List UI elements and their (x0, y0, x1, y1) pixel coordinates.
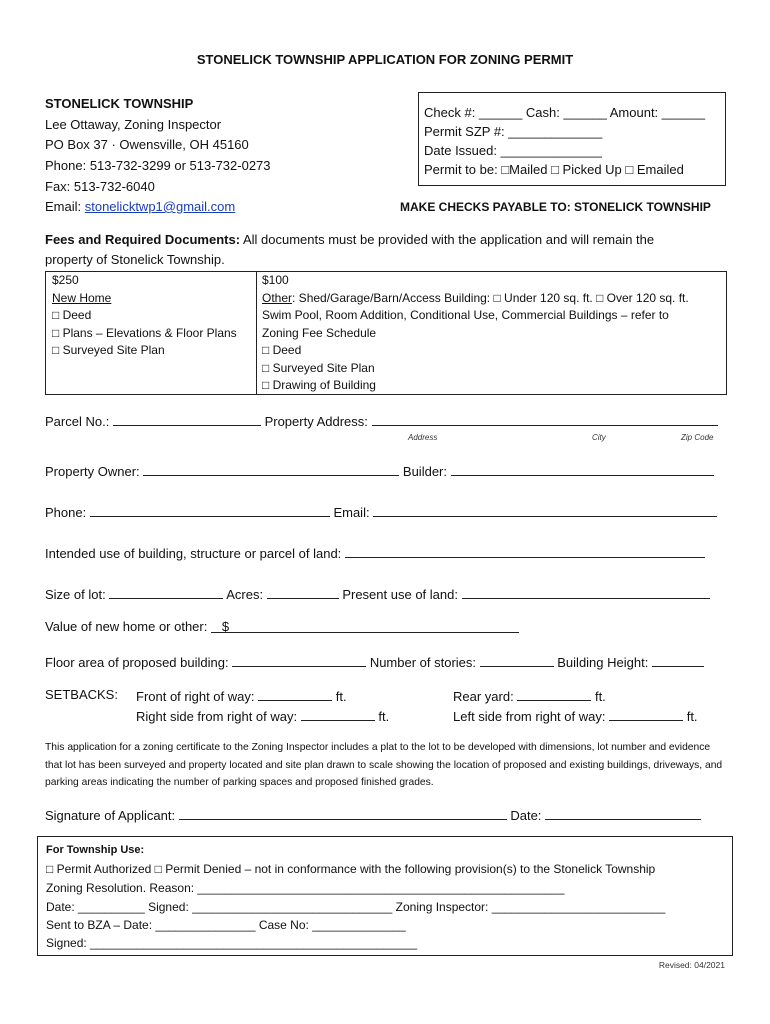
fee-left-item[interactable]: □ Plans – Elevations & Floor Plans (52, 326, 237, 340)
sub-zip: Zip Code (681, 433, 714, 442)
floor-row (45, 653, 704, 670)
phone-input[interactable] (90, 503, 330, 517)
left-row (453, 707, 698, 724)
lot-size-input[interactable] (109, 585, 223, 599)
fees-heading-text: All documents must be provided with the application and will remain the (240, 232, 655, 247)
email-input[interactable] (373, 503, 717, 517)
office-use-box (418, 92, 726, 186)
org-email-link[interactable]: stonelicktwp1@gmail.com (84, 199, 236, 214)
office-check-row: Check #: ______ Cash: ______ Amount: ______ (424, 105, 706, 120)
floor-area-input[interactable] (232, 653, 366, 667)
intended-use-row (45, 544, 705, 561)
fee-right-item[interactable]: □ Deed (262, 343, 302, 357)
township-use-heading: For Township Use: (46, 844, 145, 856)
builder-label: Builder: (402, 464, 447, 479)
fee-right-line2: Swim Pool, Room Addition, Conditional Use, Commercial Buildings – refer to (262, 308, 669, 322)
right-label: Right side from right of way: (136, 709, 298, 724)
value-input[interactable] (211, 619, 519, 633)
page-title: STONELICK TOWNSHIP APPLICATION FOR ZONING PERMIT (196, 52, 574, 67)
org-email-row (45, 197, 235, 217)
email-label: Email: (333, 505, 370, 520)
right-row (136, 707, 389, 724)
intended-use-label: Intended use of building, structure or parcel of land: (45, 546, 342, 561)
value-row (45, 619, 519, 634)
contact-row (45, 503, 717, 520)
township-signed2-row: Signed: _________________________________________________ (46, 936, 418, 950)
sub-city: City (592, 433, 606, 442)
address-label: Property Address: (264, 414, 368, 429)
fee-left-price: $250 (52, 273, 79, 287)
township-bza-row: Sent to BZA – Date: _______________ Case No: ______________ (46, 918, 406, 932)
acres-label: Acres: (226, 587, 264, 602)
fee-left-label: New Home (52, 291, 112, 305)
fee-right-item[interactable]: □ Surveyed Site Plan (262, 361, 375, 375)
setbacks-label: SETBACKS: (45, 687, 118, 702)
sub-address: Address (408, 433, 438, 442)
present-use-input[interactable] (462, 585, 710, 599)
fee-right-line1 (262, 290, 689, 308)
township-signed-row: Date: __________ Signed: ______________________________ Zoning Inspector: __________________________ (46, 900, 666, 914)
application-statement: This application for a zoning certificate to the Zoning Inspector includes a plat to the lot to be developed with dimensions, lot number and evidence that lot has been surveyed and property located and site plan drawn to scale showing the location of proposed and existing buildings, driveways, and parking areas indicating the number of parking spaces and proposed finished grades. (45, 742, 723, 788)
parcel-input[interactable] (113, 412, 261, 426)
fees-heading-text2: property of Stonelick Township. (45, 252, 225, 267)
rear-label: Rear yard: (453, 689, 514, 704)
office-delivery-row: Permit to be: □Mailed □ Picked Up □ Emailed (424, 162, 684, 177)
stories-input[interactable] (480, 653, 554, 667)
value-symbol: $ (221, 619, 230, 634)
org-name: STONELICK TOWNSHIP (45, 96, 194, 111)
fees-heading (45, 232, 654, 247)
revised-date: Revised: 04/2021 (658, 960, 725, 970)
township-permit-row: □ Permit Authorized □ Permit Denied – not in conformance with the following provision(s) to the Stonelick Township (46, 862, 656, 876)
fee-right-price: $100 (262, 273, 289, 287)
township-reason-row: Zoning Resolution. Reason: _______________________________________________________ (46, 881, 565, 895)
parcel-label: Parcel No.: (45, 414, 110, 429)
value-label: Value of new home or other: (45, 619, 208, 634)
org-address: PO Box 37 · Owensville, OH 45160 (45, 137, 249, 152)
left-input[interactable] (609, 707, 683, 721)
right-input[interactable] (301, 707, 375, 721)
township-use-box (37, 836, 733, 956)
signature-input[interactable] (179, 806, 507, 820)
phone-label: Phone: (45, 505, 87, 520)
rear-input[interactable] (517, 687, 591, 701)
fees-table-divider (256, 272, 257, 394)
rear-ft: ft. (594, 689, 606, 704)
owner-row (45, 462, 714, 479)
builder-input[interactable] (451, 462, 714, 476)
signature-label: Signature of Applicant: (45, 808, 176, 823)
signature-row (45, 806, 701, 823)
right-ft: ft. (378, 709, 390, 724)
date-input[interactable] (545, 806, 701, 820)
make-checks-payable: MAKE CHECKS PAYABLE TO: STONELICK TOWNSHIP (400, 200, 711, 214)
present-use-label: Present use of land: (342, 587, 458, 602)
front-label: Front of right of way: (136, 689, 255, 704)
address-input[interactable] (372, 412, 718, 426)
org-email-label: Email: (45, 199, 85, 214)
front-input[interactable] (258, 687, 332, 701)
height-label: Building Height: (557, 655, 649, 670)
fee-right-item[interactable]: □ Drawing of Building (262, 378, 376, 392)
org-fax: Fax: 513-732-6040 (45, 179, 155, 194)
date-label: Date: (510, 808, 542, 823)
org-phone: Phone: 513-732-3299 or 513-732-0273 (45, 158, 271, 173)
office-permit-row: Permit SZP #: _____________ (424, 124, 603, 139)
left-label: Left side from right of way: (453, 709, 606, 724)
inspector-name: Lee Ottaway, Zoning Inspector (45, 117, 222, 132)
fee-right-label-rest: : Shed/Garage/Barn/Access Building: □ Under 120 sq. ft. □ Over 120 sq. ft. (292, 291, 689, 305)
rear-row (453, 687, 606, 704)
left-ft: ft. (686, 709, 698, 724)
lot-row (45, 585, 710, 602)
fees-table (45, 271, 727, 395)
intended-use-input[interactable] (345, 544, 705, 558)
front-ft: ft. (335, 689, 347, 704)
front-row (136, 687, 347, 704)
office-date-row: Date Issued: ______________ (424, 143, 602, 158)
owner-label: Property Owner: (45, 464, 140, 479)
fee-left-item[interactable]: □ Surveyed Site Plan (52, 343, 165, 357)
fee-right-label: Other (262, 291, 293, 305)
floor-area-label: Floor area of proposed building: (45, 655, 229, 670)
stories-label: Number of stories: (369, 655, 477, 670)
fees-heading-bold: Fees and Required Documents: (45, 232, 241, 247)
fee-right-line3: Zoning Fee Schedule (262, 326, 377, 340)
parcel-row (45, 412, 718, 429)
height-input[interactable] (652, 653, 704, 667)
owner-input[interactable] (143, 462, 399, 476)
acres-input[interactable] (267, 585, 339, 599)
fee-left-item[interactable]: □ Deed (52, 308, 92, 322)
lot-size-label: Size of lot: (45, 587, 106, 602)
